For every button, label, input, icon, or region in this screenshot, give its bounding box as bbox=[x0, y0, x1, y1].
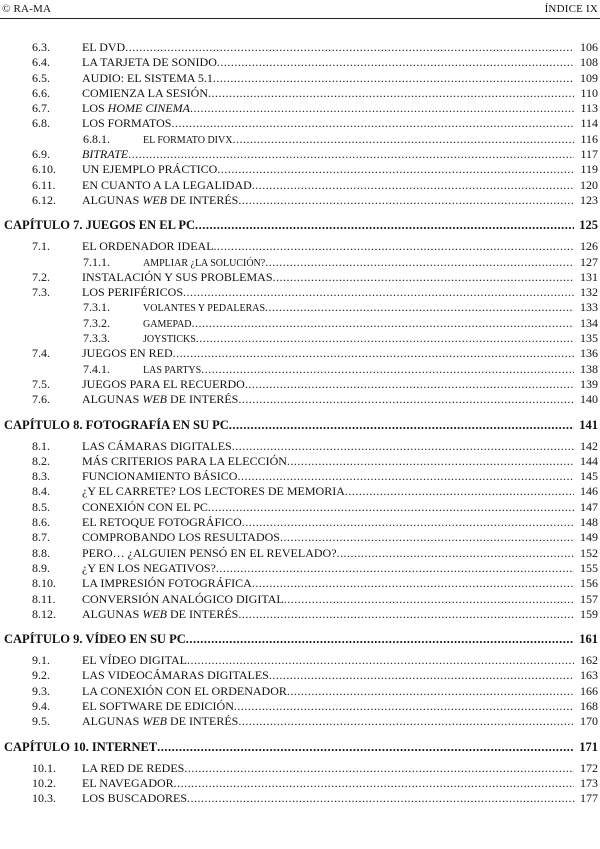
section-entry bbox=[0, 699, 600, 714]
page-number: 172 bbox=[580, 760, 598, 775]
page-number: 133 bbox=[580, 300, 598, 315]
entry-title: LAS VIDEOCÁMARAS DIGITALES bbox=[82, 668, 269, 683]
dot-leader bbox=[125, 40, 574, 55]
page-number: 171 bbox=[579, 739, 598, 754]
page-number: 127 bbox=[580, 254, 598, 269]
section-entry bbox=[0, 454, 600, 469]
dot-leader bbox=[229, 415, 574, 435]
chapter-entry bbox=[0, 737, 600, 757]
entry-number: 7.3.2. bbox=[83, 315, 110, 330]
entry-title: PERO… ¿ALGUIEN PENSÓ EN EL REVELADO? bbox=[82, 545, 337, 560]
page-number: 106 bbox=[580, 40, 598, 54]
entry-number: 8.3. bbox=[32, 469, 50, 484]
entry-title: JOYSTICKS bbox=[143, 334, 196, 346]
dot-leader bbox=[216, 561, 574, 576]
page-number: 163 bbox=[580, 668, 598, 683]
entry-title: LA CONEXIÓN CON EL ORDENADOR bbox=[82, 683, 287, 698]
entry-number: 8.6. bbox=[32, 515, 50, 530]
section-entry bbox=[0, 515, 600, 530]
dot-leader bbox=[214, 239, 574, 254]
entry-number: 6.11. bbox=[32, 177, 56, 192]
dot-leader bbox=[252, 576, 574, 591]
entry-title: LAS CÁMARAS DIGITALES bbox=[82, 438, 232, 453]
entry-title: LOS BUSCADORES bbox=[82, 791, 188, 806]
dot-leader bbox=[232, 439, 574, 454]
dot-leader bbox=[237, 469, 574, 484]
entry-title: LAS PARTYS bbox=[143, 364, 202, 376]
entry-title: JUEGOS PARA EL RECUERDO bbox=[82, 376, 245, 391]
entry-title: EL ORDENADOR IDEAL bbox=[82, 239, 214, 254]
dot-leader bbox=[242, 515, 574, 530]
dot-leader bbox=[238, 714, 574, 729]
section-entry bbox=[0, 439, 600, 454]
section-entry bbox=[0, 592, 600, 607]
dot-leader bbox=[128, 147, 574, 162]
dot-leader bbox=[174, 776, 574, 791]
section-entry bbox=[0, 653, 600, 668]
entry-title: JUEGOS EN RED bbox=[82, 346, 173, 361]
entry-title: CAPÍTULO 7. JUEGOS EN EL PC bbox=[4, 218, 196, 233]
dot-leader bbox=[213, 71, 574, 86]
section-entry bbox=[0, 684, 600, 699]
running-head: ÍNDICE IX bbox=[544, 3, 598, 15]
dot-leader bbox=[232, 132, 574, 147]
section-entry bbox=[0, 55, 600, 70]
entry-number: 8.5. bbox=[32, 499, 50, 514]
entry-number: 10.1. bbox=[32, 760, 56, 775]
page-number: 173 bbox=[580, 775, 598, 790]
dot-leader bbox=[287, 684, 574, 699]
page-number: 152 bbox=[580, 545, 598, 560]
section-entry bbox=[0, 285, 600, 300]
entry-title: AUDIO: EL SISTEMA 5.1 bbox=[82, 70, 213, 85]
entry-title: ALGUNAS WEB DE INTERÉS bbox=[82, 606, 239, 621]
dot-leader bbox=[208, 500, 574, 515]
entry-number: 8.2. bbox=[32, 453, 50, 468]
entry-number: 6.10. bbox=[32, 162, 56, 177]
entry-number: 6.9. bbox=[32, 147, 50, 162]
entry-number: 10.2. bbox=[32, 775, 56, 790]
page-number: 144 bbox=[580, 453, 598, 468]
dot-leader bbox=[273, 270, 574, 285]
entry-title: GAMEPAD bbox=[143, 318, 192, 330]
subsection-entry bbox=[0, 316, 600, 331]
subsection-entry bbox=[0, 331, 600, 346]
dot-leader bbox=[184, 761, 574, 776]
page-number: 136 bbox=[580, 346, 598, 361]
entry-title: EL DVD bbox=[82, 40, 126, 54]
entry-title: EL FORMATO DIVX bbox=[143, 134, 233, 146]
page-number: 155 bbox=[580, 560, 598, 575]
entry-number: 6.3. bbox=[32, 40, 50, 54]
entry-number: 9.2. bbox=[32, 668, 50, 683]
subsection-entry bbox=[0, 300, 600, 315]
entry-number: 6.5. bbox=[32, 70, 50, 85]
subsection-entry bbox=[0, 255, 600, 270]
entry-number: 7.1. bbox=[32, 239, 50, 254]
entry-title: MÁS CRITERIOS PARA LA ELECCIÓN bbox=[82, 453, 287, 468]
section-entry bbox=[0, 86, 600, 101]
dot-leader bbox=[287, 454, 574, 469]
section-entry bbox=[0, 500, 600, 515]
dot-leader bbox=[190, 101, 574, 116]
dot-leader bbox=[173, 346, 574, 361]
entry-title: FUNCIONAMIENTO BÁSICO bbox=[82, 469, 238, 484]
entry-number: 9.1. bbox=[32, 653, 50, 668]
entry-title: ¿Y EL CARRETE? LOS LECTORES DE MEMORIA bbox=[82, 484, 345, 499]
entry-number: 6.6. bbox=[32, 85, 50, 100]
entry-title: LA IMPRESIÓN FOTOGRÁFICA bbox=[82, 576, 252, 591]
entry-title: EL SOFTWARE DE EDICIÓN bbox=[82, 698, 234, 713]
subsection-entry bbox=[0, 362, 600, 377]
dot-leader bbox=[201, 362, 574, 377]
entry-number: 7.3.1. bbox=[83, 300, 110, 315]
section-entry bbox=[0, 116, 600, 131]
entry-title: EL RETOQUE FOTOGRÁFICO bbox=[82, 515, 242, 530]
page-number: 135 bbox=[580, 331, 598, 346]
entry-title: LOS PERIFÉRICOS bbox=[82, 285, 184, 300]
dot-leader bbox=[217, 55, 574, 70]
section-entry bbox=[0, 40, 600, 55]
entry-number: 7.1.1. bbox=[83, 254, 110, 269]
entry-title: CAPÍTULO 8. FOTOGRAFÍA EN SU PC bbox=[4, 417, 229, 432]
page-number: 110 bbox=[580, 85, 598, 100]
entry-number: 8.1. bbox=[32, 438, 50, 453]
chapter-entry bbox=[0, 415, 600, 435]
page-number: 161 bbox=[579, 632, 598, 647]
entry-title: CAPÍTULO 9. VÍDEO EN SU PC bbox=[4, 632, 186, 647]
page-number: 156 bbox=[580, 576, 598, 591]
section-entry bbox=[0, 668, 600, 683]
entry-number: 7.3. bbox=[32, 285, 50, 300]
dot-leader bbox=[245, 377, 574, 392]
dot-leader bbox=[280, 530, 574, 545]
dot-leader bbox=[238, 193, 574, 208]
entry-number: 9.5. bbox=[32, 714, 50, 729]
section-entry bbox=[0, 561, 600, 576]
dot-leader bbox=[195, 215, 574, 235]
entry-title: LA RED DE REDES bbox=[82, 760, 185, 775]
entry-number: 10.3. bbox=[32, 791, 56, 806]
entry-number: 7.6. bbox=[32, 392, 50, 407]
dot-leader bbox=[187, 653, 574, 668]
page-number: 170 bbox=[580, 714, 598, 729]
entry-number: 9.4. bbox=[32, 698, 50, 713]
entry-number: 8.8. bbox=[32, 545, 50, 560]
page-number: 168 bbox=[580, 698, 598, 713]
section-entry bbox=[0, 193, 600, 208]
entry-number: 7.2. bbox=[32, 269, 50, 284]
entry-number: 8.10. bbox=[32, 576, 56, 591]
entry-title: EN CUANTO A LA LEGALIDAD bbox=[82, 177, 252, 192]
publisher-mark: © RA-MA bbox=[2, 3, 52, 15]
entry-number: 6.8. bbox=[32, 116, 50, 131]
dot-leader bbox=[186, 629, 574, 649]
dot-leader bbox=[183, 285, 574, 300]
entry-number: 6.7. bbox=[32, 101, 50, 116]
section-entry bbox=[0, 346, 600, 361]
entry-title: COMPROBANDO LOS RESULTADOS bbox=[82, 530, 280, 545]
section-entry bbox=[0, 530, 600, 545]
dot-leader bbox=[217, 162, 574, 177]
entry-number: 8.11. bbox=[32, 591, 56, 606]
page-number: 125 bbox=[579, 218, 598, 233]
section-entry bbox=[0, 576, 600, 591]
page-number: 113 bbox=[580, 101, 598, 116]
dot-leader bbox=[196, 331, 574, 346]
section-entry bbox=[0, 377, 600, 392]
section-entry bbox=[0, 546, 600, 561]
page-number: 162 bbox=[580, 653, 598, 668]
section-entry bbox=[0, 791, 600, 806]
dot-leader bbox=[265, 300, 574, 315]
entry-title: LA TARJETA DE SONIDO bbox=[82, 55, 217, 70]
subsection-entry bbox=[0, 132, 600, 147]
page-number: 139 bbox=[580, 376, 598, 391]
entry-number: 6.12. bbox=[32, 192, 56, 207]
dot-leader bbox=[157, 737, 574, 757]
dot-leader bbox=[345, 484, 574, 499]
dot-leader bbox=[234, 699, 574, 714]
dot-leader bbox=[187, 791, 574, 806]
dot-leader bbox=[171, 116, 574, 131]
entry-title: CAPÍTULO 10. INTERNET bbox=[4, 739, 158, 754]
page-number: 120 bbox=[580, 177, 598, 192]
section-entry bbox=[0, 101, 600, 116]
dot-leader bbox=[238, 392, 574, 407]
page-number: 146 bbox=[580, 484, 598, 499]
page-number: 166 bbox=[580, 683, 598, 698]
entry-number: 6.8.1. bbox=[83, 131, 110, 146]
dot-leader bbox=[269, 668, 574, 683]
page-number: 145 bbox=[580, 469, 598, 484]
section-entry bbox=[0, 162, 600, 177]
section-entry bbox=[0, 469, 600, 484]
page-number: 117 bbox=[580, 147, 598, 162]
entry-title: AMPLIAR ¿LA SOLUCIÓN? bbox=[143, 257, 266, 269]
entry-title: UN EJEMPLO PRÁCTICO bbox=[82, 162, 218, 177]
entry-number: 6.4. bbox=[32, 55, 50, 70]
section-entry bbox=[0, 178, 600, 193]
page-number: 142 bbox=[580, 438, 598, 453]
header-rule bbox=[0, 18, 600, 19]
dot-leader bbox=[192, 316, 574, 331]
page-header bbox=[2, 3, 598, 19]
entry-title: BITRATE bbox=[82, 147, 129, 162]
page-number: 126 bbox=[580, 239, 598, 254]
dot-leader bbox=[252, 178, 574, 193]
section-entry bbox=[0, 270, 600, 285]
entry-number: 8.9. bbox=[32, 560, 50, 575]
entry-title: LOS FORMATOS bbox=[82, 116, 172, 131]
page-number: 108 bbox=[580, 55, 598, 70]
section-entry bbox=[0, 776, 600, 791]
page-number: 157 bbox=[580, 591, 598, 606]
page-number: 132 bbox=[580, 285, 598, 300]
page-number: 148 bbox=[580, 515, 598, 530]
page-number: 109 bbox=[580, 70, 598, 85]
entry-number: 7.4. bbox=[32, 346, 50, 361]
page-number: 138 bbox=[580, 361, 598, 376]
entry-title: ALGUNAS WEB DE INTERÉS bbox=[82, 714, 239, 729]
entry-number: 7.4.1. bbox=[83, 361, 110, 376]
entry-title: ¿Y EN LOS NEGATIVOS? bbox=[82, 560, 216, 575]
chapter-entry bbox=[0, 629, 600, 649]
dot-leader bbox=[284, 592, 574, 607]
page-number: 123 bbox=[580, 192, 598, 207]
entry-title: ALGUNAS WEB DE INTERÉS bbox=[82, 392, 239, 407]
dot-leader bbox=[337, 546, 574, 561]
page-number: 134 bbox=[580, 315, 598, 330]
page-number: 116 bbox=[580, 131, 598, 146]
entry-number: 8.4. bbox=[32, 484, 50, 499]
page-number: 149 bbox=[580, 530, 598, 545]
dot-leader bbox=[208, 86, 574, 101]
entry-title: LOS HOME CINEMA bbox=[82, 101, 190, 116]
page-number: 140 bbox=[580, 392, 598, 407]
dot-leader bbox=[265, 255, 574, 270]
entry-number: 8.7. bbox=[32, 530, 50, 545]
entry-title: EL NAVEGADOR bbox=[82, 775, 174, 790]
section-entry bbox=[0, 607, 600, 622]
entry-title: CONEXIÓN CON EL PC bbox=[82, 499, 208, 514]
page-number: 119 bbox=[580, 162, 598, 177]
section-entry bbox=[0, 71, 600, 86]
entry-title: CONVERSIÓN ANALÓGICO DIGITAL bbox=[82, 591, 284, 606]
entry-number: 7.3.3. bbox=[83, 331, 110, 346]
section-entry bbox=[0, 714, 600, 729]
page-number: 141 bbox=[579, 417, 598, 432]
dot-leader bbox=[238, 607, 574, 622]
section-entry bbox=[0, 147, 600, 162]
section-entry bbox=[0, 392, 600, 407]
entry-number: 7.5. bbox=[32, 376, 50, 391]
chapter-entry bbox=[0, 215, 600, 235]
entry-number: 9.3. bbox=[32, 683, 50, 698]
page-number: 114 bbox=[580, 116, 598, 131]
page-number: 131 bbox=[580, 269, 598, 284]
page-number: 159 bbox=[580, 606, 598, 621]
entry-title: INSTALACIÓN Y SUS PROBLEMAS bbox=[82, 269, 273, 284]
page-number: 177 bbox=[580, 791, 598, 806]
entry-title: EL VÍDEO DIGITAL bbox=[82, 653, 188, 668]
section-entry bbox=[0, 239, 600, 254]
table-of-contents bbox=[0, 40, 600, 806]
entry-title: COMIENZA LA SESIÓN bbox=[82, 85, 209, 100]
entry-title: VOLANTES Y PEDALERAS bbox=[143, 303, 266, 315]
entry-number: 8.12. bbox=[32, 606, 56, 621]
page-number: 147 bbox=[580, 499, 598, 514]
section-entry bbox=[0, 761, 600, 776]
entry-title: ALGUNAS WEB DE INTERÉS bbox=[82, 192, 239, 207]
section-entry bbox=[0, 484, 600, 499]
